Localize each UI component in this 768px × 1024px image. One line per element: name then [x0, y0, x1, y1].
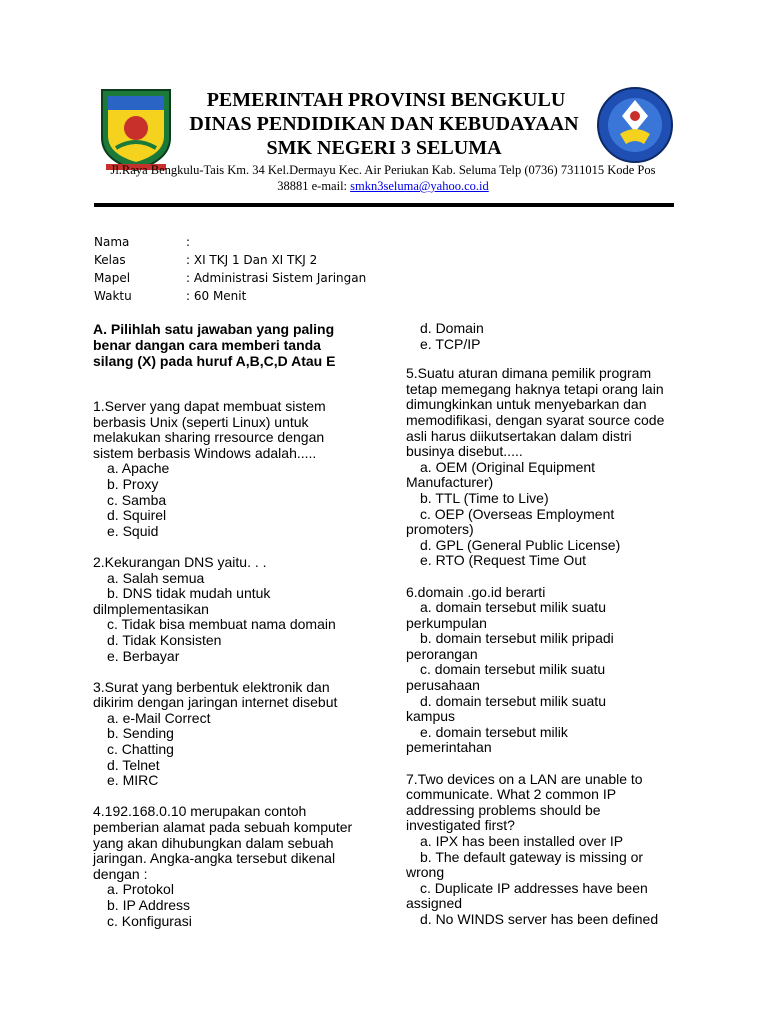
answer-option-continuation: promoters)	[406, 521, 474, 538]
answer-option[interactable]: c. Chatting	[107, 741, 174, 758]
answer-option-continuation: perusahaan	[406, 677, 480, 694]
info-label: Mapel	[94, 271, 131, 285]
info-value: :	[186, 235, 191, 249]
answer-option[interactable]: d. GPL (General Public License)	[420, 536, 621, 553]
question-2-text: 2.Kekurangan DNS yaitu. . .	[93, 553, 267, 570]
question-7-text: investigated first?	[406, 817, 515, 834]
answer-option[interactable]: e. domain tersebut milik	[420, 723, 568, 740]
question-7-text: 7.Two devices on a LAN are unable to	[406, 770, 643, 787]
answer-option[interactable]: e. RTO (Request Time Out	[420, 552, 586, 569]
answer-option[interactable]: a. e-Mail Correct	[107, 709, 211, 726]
answer-option-continuation: perorangan	[406, 645, 478, 662]
email-link[interactable]: smkn3seluma@yahoo.co.id	[350, 179, 489, 193]
answer-option[interactable]: b. domain tersebut milik pripadi	[420, 630, 614, 647]
answer-option-continuation: perkumpulan	[406, 614, 487, 631]
question-7-text: communicate. What 2 common IP	[406, 786, 617, 803]
answer-option[interactable]: e. MIRC	[107, 772, 159, 789]
question-5-text: dimungkinkan untuk menyebarkan dan	[406, 396, 647, 413]
header-divider	[94, 203, 674, 207]
student-info	[94, 233, 366, 305]
answer-option[interactable]: c. domain tersebut milik suatu	[420, 661, 606, 678]
answer-option[interactable]: b. IP Address	[107, 897, 191, 913]
answer-option[interactable]: c. Duplicate IP addresses have been	[420, 879, 648, 896]
answer-option[interactable]: a. Protokol	[107, 881, 174, 898]
info-value: : 60 Menit	[186, 289, 247, 303]
answer-option-continuation: wrong	[406, 864, 445, 881]
address-postal-code: 38881 e-mail:	[277, 179, 351, 193]
question-4-text: jaringan. Angka-angka tersebut dikenal	[93, 850, 336, 867]
answer-option[interactable]: d. Tidak Konsisten	[107, 631, 222, 648]
question-5-text: asli harus diikutsertakan dalam distri	[406, 427, 632, 444]
question-1-text: berbasis Unix (seperti Linux) untuk	[93, 413, 309, 430]
question-3-text: 3.Surat yang berbentuk elektronik dan	[93, 678, 330, 695]
answer-option[interactable]: a. Salah semua	[107, 569, 205, 586]
header-line-1: PEMERINTAH PROVINSI BENGKULU	[206, 89, 566, 111]
answer-option-continuation: kampus	[406, 708, 456, 725]
answer-option[interactable]: d. domain tersebut milik suatu	[420, 692, 606, 709]
answer-option[interactable]: c. Tidak bisa membuat nama domain	[107, 616, 336, 633]
answer-option[interactable]: b. Proxy	[107, 475, 159, 492]
info-label: Nama	[94, 235, 130, 249]
left-column	[93, 321, 393, 929]
answer-option[interactable]: b. TTL (Time to Live)	[420, 489, 549, 506]
header-line-3: SMK NEGERI 3 SELUMA	[266, 137, 502, 159]
right-column	[406, 321, 706, 928]
question-5-text: tetap memegang haknya tetapi orang lain	[406, 380, 664, 397]
answer-option[interactable]: e. Berbayar	[107, 647, 180, 664]
info-label: Kelas	[94, 253, 126, 267]
question-5-text: 5.Suatu aturan dimana pemilik program	[406, 365, 652, 382]
answer-option[interactable]: a. Apache	[107, 460, 170, 477]
header-line-2: DINAS PENDIDIKAN DAN KEBUDAYAAN	[189, 113, 579, 135]
question-4-text: 4.192.168.0.10 merupakan contoh	[93, 803, 307, 820]
answer-option-continuation: assigned	[406, 895, 463, 912]
question-1-text: 1.Server yang dapat membuat sistem	[93, 398, 326, 414]
answer-option-continuation: dilmplementasikan	[93, 600, 209, 617]
question-4-text: pemberian alamat pada sebuah komputer	[93, 819, 353, 836]
instructions-line: silang (X) pada huruf A,B,C,D Atau E	[93, 353, 336, 369]
address-line-2	[88, 178, 678, 194]
info-value: : XI TKJ 1 Dan XI TKJ 2	[186, 253, 318, 267]
answer-option[interactable]: a. OEM (Original Equipment	[420, 458, 596, 475]
instructions-line: benar dangan cara memberi tanda	[93, 337, 321, 353]
answer-option[interactable]: d. Domain	[420, 320, 484, 336]
info-row	[94, 287, 366, 305]
answer-option[interactable]: e. Squid	[107, 522, 159, 539]
answer-option[interactable]: c. Konfigurasi	[107, 912, 192, 929]
question-1-text: sistem berbasis Windows adalah.....	[93, 444, 317, 461]
question-5-text: memodifikasi, dengan syarat source code	[406, 411, 665, 428]
answer-option[interactable]: a. IPX has been installed over IP	[420, 833, 624, 849]
question-4-text: yang akan dihubungkan dalam sebuah	[93, 834, 334, 851]
question-4-text: dengan :	[93, 865, 148, 882]
question-1-text: melakukan sharing rresource dengan	[93, 429, 325, 446]
info-row	[94, 251, 366, 269]
info-value: : Administrasi Sistem Jaringan	[186, 271, 367, 285]
answer-option-continuation: pemerintahan	[406, 739, 492, 756]
question-7-text: addressing problems should be	[406, 801, 601, 818]
info-row	[94, 269, 366, 287]
answer-option[interactable]: b. Sending	[107, 725, 174, 742]
answer-option[interactable]: d. Telnet	[107, 756, 160, 773]
info-label: Waktu	[94, 289, 132, 303]
question-5-text: businya disebut.....	[406, 443, 523, 460]
answer-option[interactable]: e. TCP/IP	[420, 335, 481, 352]
question-6-text: 6.domain .go.id berarti	[406, 583, 546, 600]
answer-option[interactable]: c. OEP (Overseas Employment	[420, 505, 615, 522]
answer-option[interactable]: d. Squirel	[107, 507, 167, 524]
answer-option[interactable]: a. domain tersebut milik suatu	[420, 599, 606, 616]
info-row	[94, 233, 366, 251]
answer-option[interactable]: b. The default gateway is missing or	[420, 848, 644, 865]
answer-option[interactable]: b. DNS tidak mudah untuk	[107, 585, 271, 602]
instructions-line: A. Pilihlah satu jawaban yang paling	[93, 321, 335, 337]
address-line-1: Jl.Raya Bengkulu-Tais Km. 34 Kel.Dermayu Kec. Air Periukan Kab. Seluma Telp (0736) 7311015 Kode Pos	[110, 163, 656, 177]
answer-option[interactable]: c. Samba	[107, 491, 167, 508]
question-3-text: dikirim dengan jaringan internet disebut	[93, 694, 338, 711]
answer-option-continuation: Manufacturer)	[406, 474, 494, 491]
answer-option[interactable]: d. No WINDS server has been defined	[420, 910, 659, 927]
